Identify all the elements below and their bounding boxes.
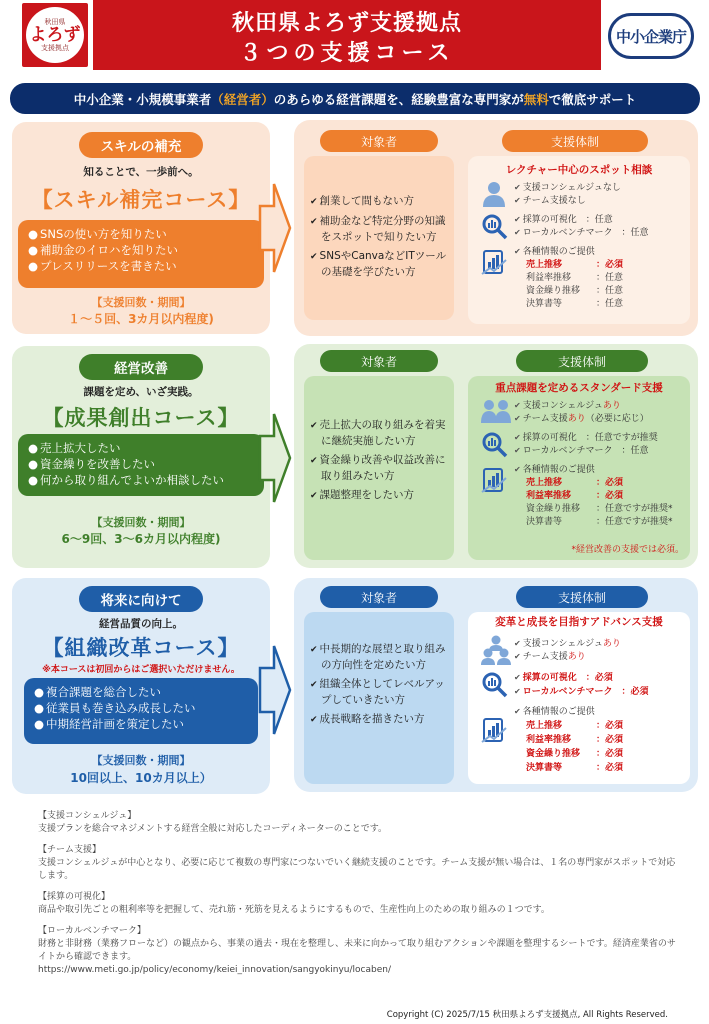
org-target-header: 対象者: [320, 586, 438, 608]
intro-banner: [10, 83, 700, 114]
skill-support-title: レクチャー中心のスポット相談: [505, 164, 653, 176]
list-item: ✔ 課題整理をしたい方: [310, 488, 448, 504]
org-support-title: 変革と成長を目指すアドバンス支援: [495, 616, 663, 628]
glossary-item: [38, 925, 678, 977]
info-value: ：任意: [596, 299, 624, 309]
result-target-box: [304, 376, 454, 560]
info-value: ：必須: [596, 763, 624, 773]
title-band: [93, 0, 601, 70]
org-needs-box: [24, 678, 258, 744]
skill-detail-panel: [294, 120, 698, 336]
magnifier-chart-icon: [480, 430, 508, 458]
org-support-team: [514, 651, 586, 663]
glossary-item: [38, 844, 678, 883]
result-arrow-icon: [258, 408, 292, 508]
support-item: ✔ ローカルベンチマーク ：任意: [514, 228, 649, 238]
info-key: 利益率推移: [526, 735, 572, 745]
list-item: ● プレスリリースを書きたい: [28, 258, 254, 274]
glossary-text: 支援コンシェルジュが中心となり、必要に応じて複数の専門家につないでいく継続支援のことです。チーム支援が無い場合は、１名の専門家がスポットで対応します。: [38, 858, 676, 881]
org-target-box: [304, 612, 454, 784]
list-item: ● 補助金のイロハを知りたい: [28, 242, 254, 258]
banner-highlight-free: 無料: [523, 91, 549, 107]
support-item: ✔ 採算の可視化 ：必須: [514, 673, 613, 683]
report-chart-icon: [480, 466, 508, 494]
skill-info-row: [514, 285, 623, 297]
skill-target-header: 対象者: [320, 130, 438, 152]
glossary-term: 【チーム支援】: [38, 845, 102, 855]
info-key: 資金繰り推移: [526, 286, 581, 296]
skill-support-profit: [514, 214, 613, 226]
info-key: 決算書等: [526, 763, 563, 773]
agency-logo-text: 中小企業庁: [615, 27, 686, 46]
glossary-item: [38, 810, 678, 836]
info-value: ：必須: [596, 478, 624, 488]
glossary-text: 財務と非財務（業務フローなど）の観点から、事業の過去・現在を整理し、未来に向かって取り組むアクションや課題を整理するシートです。経済産業省のサイトから確認できます。: [38, 939, 676, 962]
person-icon: [480, 180, 508, 208]
result-support-profit: [514, 432, 658, 444]
skill-support-team: [514, 195, 586, 207]
glossary-text: 支援プランを総合マネジメントする経営全般に対応したコーディネーターのことです。: [38, 824, 388, 834]
banner-text-2: のあらゆる経営課題を、経験豊富な専門家が: [273, 91, 524, 107]
result-course-panel: [12, 346, 270, 568]
info-value: ：必須: [596, 260, 624, 270]
org-support-profit: [514, 672, 613, 684]
skill-info-row: [514, 298, 623, 310]
list-item: ● SNSの使い方を知りたい: [28, 226, 254, 242]
page-title: 秋田県よろず支援拠点: [231, 11, 462, 36]
result-detail-panel: [294, 344, 698, 568]
support-item: ✔ 支援コンシェルジュ: [514, 639, 603, 649]
support-item: ✔ 各種情報のご提供: [514, 465, 595, 475]
org-course-name: 【組織改革コース】: [42, 636, 240, 660]
result-info-row: [514, 490, 623, 502]
list-item: ● 何から取り組んでよいか相談したい: [28, 472, 254, 488]
glossary: [38, 810, 678, 985]
glossary-text: 商品や取引先ごとの粗利率等を把握して、売れ筋・死筋を見えるようにするもので、生産性向上のための取り組みの１つです。: [38, 905, 550, 915]
support-item: ✔ 採算の可視化 ：任意ですが推奨: [514, 433, 658, 443]
support-item-flag: あり: [567, 414, 586, 424]
org-category-label: 将来に向けて: [79, 586, 203, 612]
skill-course-panel: [12, 122, 270, 334]
skill-support-consierge: [514, 182, 621, 194]
result-support-consierge: [514, 400, 621, 412]
info-value: ：必須: [596, 749, 624, 759]
list-item: ✔ 売上拡大の取り組みを着実に継続実施したい方: [310, 418, 448, 449]
info-key: 利益率推移: [526, 491, 572, 501]
result-freq-label: 【支援回数・期間】: [91, 516, 191, 529]
logo-text-bottom: 支援拠点: [41, 44, 69, 52]
support-item: ✔ 支援コンシェルジュなし: [514, 183, 621, 193]
skill-category-label: スキルの補充: [79, 132, 203, 158]
org-detail-panel: [294, 578, 698, 792]
magnifier-chart-icon: [480, 212, 508, 240]
info-key: 売上推移: [526, 721, 563, 731]
result-target-header: 対象者: [320, 350, 438, 372]
list-item: ● 従業員も巻き込み成長したい: [34, 700, 248, 716]
list-item: ✔ 成長戦略を描きたい方: [310, 712, 448, 728]
list-item: ● 売上拡大したい: [28, 440, 254, 456]
skill-support-local: [514, 227, 649, 239]
support-item: ✔ チーム支援なし: [514, 196, 586, 206]
team-icon: [480, 398, 512, 426]
skill-target-box: [304, 156, 454, 320]
info-key: 利益率推移: [526, 273, 572, 283]
support-item-flag: あり: [567, 652, 586, 662]
result-category-label: 経営改善: [79, 354, 203, 380]
group-icon: [480, 634, 512, 666]
org-support-consierge: [514, 638, 621, 650]
list-item: ✔ 組織全体としてレベルアップしていきたい方: [310, 677, 448, 708]
result-info-row: [514, 516, 673, 528]
glossary-item: [38, 891, 678, 917]
info-value: ：任意ですが推奨*: [596, 504, 673, 514]
skill-tagline: 知ることで、一歩前へ。: [83, 166, 199, 178]
glossary-term: 【ローカルベンチマーク】: [38, 926, 146, 936]
info-key: 売上推移: [526, 260, 563, 270]
banner-text-3: で徹底サポート: [548, 91, 637, 107]
skill-freq-label: 【支援回数・期間】: [91, 296, 191, 309]
logo-text-main: よろず: [29, 25, 81, 45]
logo-text-top: 秋田県: [44, 18, 66, 26]
support-item-flag: あり: [602, 639, 621, 649]
skill-support-info: [514, 246, 595, 258]
page-subtitle: ３つの支援コース: [239, 41, 455, 66]
info-key: 決算書等: [526, 517, 563, 527]
list-item: ✔ 資金繰り改善や収益改善に取り組みたい方: [310, 453, 448, 484]
info-value: ：必須: [596, 491, 624, 501]
org-arrow-icon: [258, 640, 292, 740]
org-notice: ※本コースは初回からはご選択いただけません。: [42, 665, 240, 675]
org-info-row: [514, 734, 623, 746]
support-item: ✔ チーム支援: [514, 414, 568, 424]
support-item-note: （必要に応じ）: [585, 414, 649, 424]
list-item: ✔ 中長期的な展望と取り組みの方向性を定めたい方: [310, 642, 448, 673]
result-support-title: 重点課題を定めるスタンダード支援: [495, 382, 663, 394]
skill-info-row: [514, 272, 623, 284]
result-support-info: [514, 464, 595, 476]
support-item: ✔ チーム支援: [514, 652, 568, 662]
skill-needs-box: [18, 220, 264, 288]
skill-freq-value: １～５回、3カ月以内程度): [68, 312, 214, 326]
support-item-flag: あり: [602, 401, 621, 411]
sme-agency-logo: [608, 13, 694, 59]
info-key: 資金繰り推移: [526, 504, 581, 514]
list-item: ● 資金繰りを改善したい: [28, 456, 254, 472]
org-support-local: [514, 686, 649, 698]
list-item: ✔ 補助金など特定分野の知識をスポットで知りたい方: [310, 214, 448, 245]
support-item: ✔ 支援コンシェルジュ: [514, 401, 603, 411]
magnifier-chart-icon: [480, 670, 508, 698]
skill-support-header: 支援体制: [502, 130, 648, 152]
result-support-box: [468, 376, 690, 560]
support-item: ✔ ローカルベンチマーク ：任意: [514, 446, 649, 456]
skill-support-box: [468, 156, 690, 324]
org-support-box: [468, 612, 690, 784]
result-info-row: [514, 477, 623, 489]
result-course-name: 【成果創出コース】: [42, 406, 240, 430]
support-item: ✔ ローカルベンチマーク ：必須: [514, 687, 649, 697]
result-support-local: [514, 445, 649, 457]
org-info-row: [514, 762, 623, 774]
result-support-header: 支援体制: [516, 350, 648, 372]
support-item: ✔ 各種情報のご提供: [514, 247, 595, 257]
list-item: ✔ SNSやCanvaなどITツールの基礎を学びたい方: [310, 249, 448, 280]
org-support-header: 支援体制: [516, 586, 648, 608]
list-item: ● 中期経営計画を策定したい: [34, 716, 248, 732]
report-chart-icon: [480, 716, 508, 744]
banner-text-1: 中小企業・小規模事業者: [73, 91, 212, 107]
list-item: ● 複合課題を総合したい: [34, 684, 248, 700]
page-header: [0, 0, 709, 72]
result-freq-value: 6～9回、3～6カ月以内程度): [61, 532, 221, 546]
info-value: ：必須: [596, 721, 624, 731]
report-chart-icon: [480, 248, 508, 276]
info-key: 決算書等: [526, 299, 563, 309]
copyright-notice: Copyright (C) 2025/7/15 秋田県よろず支援拠点, All Rights Reserved.: [386, 1010, 668, 1020]
result-support-team: [514, 413, 649, 425]
list-item: ✔ 創業して間もない方: [310, 194, 448, 210]
org-support-info: [514, 706, 595, 718]
info-value: ：任意: [596, 286, 624, 296]
org-tagline: 経営品質の向上。: [99, 618, 183, 630]
org-info-row: [514, 748, 623, 760]
support-item: ✔ 各種情報のご提供: [514, 707, 595, 717]
result-needs-box: [18, 434, 264, 496]
org-info-row: [514, 720, 623, 732]
info-key: 売上推移: [526, 478, 563, 488]
support-item: ✔ 採算の可視化 ：任意: [514, 215, 613, 225]
skill-arrow-icon: [258, 178, 292, 278]
info-value: ：必須: [596, 735, 624, 745]
info-value: ：任意: [596, 273, 624, 283]
org-freq-value: 10回以上、10カ月以上）: [70, 771, 212, 785]
info-key: 資金繰り推移: [526, 749, 581, 759]
skill-info-row: [514, 259, 623, 271]
locaben-url-link[interactable]: https://www.meti.go.jp/policy/economy/keiei_innovation/sangyokinyu/locaben/: [38, 965, 391, 975]
banner-highlight-owner: （経営者）: [211, 91, 274, 107]
skill-course-name: 【スキル補完コース】: [31, 188, 251, 212]
org-freq-label: 【支援回数・期間】: [91, 754, 191, 767]
result-footnote: *経営改善の支援では必須。: [571, 545, 684, 555]
yorozu-logo: [22, 3, 88, 67]
org-course-panel: [12, 578, 270, 794]
result-tagline: 課題を定め、いざ実践。: [83, 386, 199, 398]
glossary-term: 【支援コンシェルジュ】: [38, 811, 137, 821]
glossary-term: 【採算の可視化】: [38, 892, 111, 902]
info-value: ：任意ですが推奨*: [596, 517, 673, 527]
result-info-row: [514, 503, 673, 515]
